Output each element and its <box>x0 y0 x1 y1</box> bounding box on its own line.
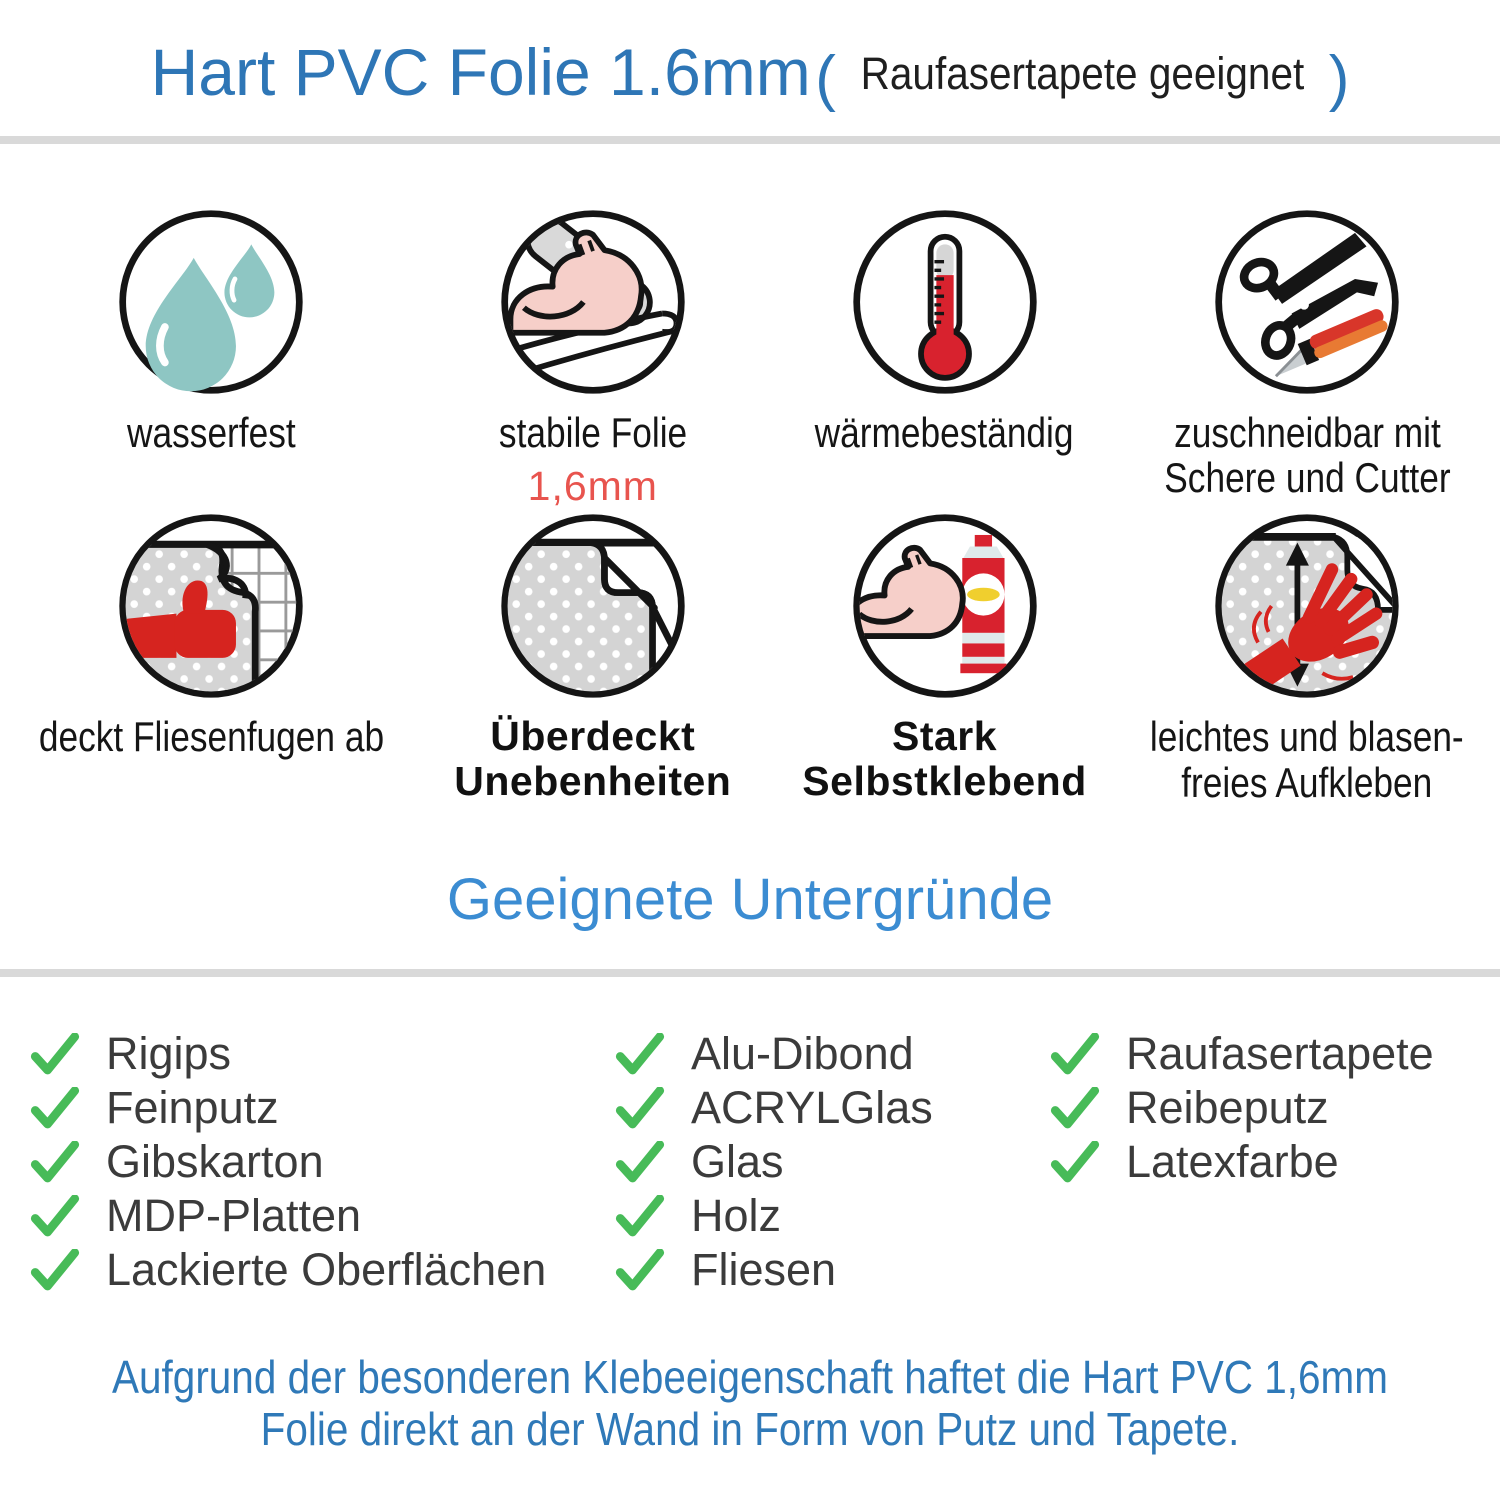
check-icon <box>30 1087 80 1129</box>
list-item: Holz <box>615 1189 1025 1243</box>
check-icon <box>615 1249 665 1291</box>
foil-thickness-note: 1,6mm <box>527 463 658 510</box>
check-icon <box>30 1195 80 1237</box>
hand-smoothing-icon <box>1211 510 1403 702</box>
list-item: ACRYLGlas <box>615 1081 1025 1135</box>
list-item: Rigips <box>30 1027 615 1081</box>
list-item: MDP-Platten <box>30 1189 615 1243</box>
check-icon <box>1050 1141 1100 1183</box>
paren-close: ) <box>1328 44 1350 113</box>
list-item: Glas <box>615 1135 1025 1189</box>
feature-bubble-free <box>1120 510 1494 805</box>
paren-open: ( <box>815 44 836 113</box>
water-drops-icon <box>115 206 307 398</box>
feature-label: stabile Folie <box>498 409 687 456</box>
feature-label: deckt Fliesenfugen ab <box>38 713 385 761</box>
list-item: Lackierte Oberflächen <box>30 1243 615 1297</box>
check-icon <box>30 1033 80 1075</box>
feature-label: wärmebeständig <box>815 409 1074 456</box>
feature-covers-unevenness <box>417 510 769 805</box>
feature-label: Überdeckt Unebenheiten <box>454 713 732 804</box>
feature-strong-adhesive <box>769 510 1121 805</box>
footer-line-1: Aufgrund der besonderen Klebeeigenschaft haftet die Hart PVC 1,6mm <box>112 1351 1388 1404</box>
feature-label: leichtes und blasen- freies Aufkleben <box>1150 713 1465 806</box>
check-icon <box>1050 1033 1100 1075</box>
scissors-cutter-icon <box>1211 206 1403 398</box>
feature-covers-tile-joints <box>6 510 417 805</box>
substrate-column-1 <box>30 1027 615 1297</box>
check-icon <box>615 1087 665 1129</box>
feature-label: Stark Selbstklebend <box>802 713 1087 804</box>
thumb-up-tiles-icon <box>115 510 307 702</box>
strong-foil-icon <box>497 206 689 398</box>
list-item: Raufasertapete <box>1050 1027 1470 1081</box>
feature-stable-foil <box>417 206 769 510</box>
footer-line-2: Folie direkt an der Wand in Form von Putz und Tapete. <box>260 1403 1240 1456</box>
substrate-column-2 <box>615 1027 1025 1297</box>
footer-note <box>0 1351 1500 1455</box>
strong-adhesive-icon <box>849 510 1041 702</box>
page-title <box>0 0 1500 114</box>
check-icon <box>615 1141 665 1183</box>
list-item: Fliesen <box>615 1243 1025 1297</box>
feature-label: wasserfest <box>127 409 296 456</box>
list-item: Feinputz <box>30 1081 615 1135</box>
feature-heat-resistant <box>769 206 1121 510</box>
feature-grid <box>0 206 1500 805</box>
substrate-column-3 <box>1025 1027 1470 1297</box>
substrate-lists <box>30 1027 1470 1297</box>
feature-cuttable <box>1120 206 1494 510</box>
divider-middle <box>0 969 1500 977</box>
list-item: Gibskarton <box>30 1135 615 1189</box>
check-icon <box>30 1141 80 1183</box>
check-icon <box>30 1249 80 1291</box>
list-item: Reibeputz <box>1050 1081 1470 1135</box>
title-main: Hart PVC Folie 1.6mm <box>150 35 811 109</box>
divider-top <box>0 136 1500 144</box>
title-subtitle: Raufasertapete geeignet <box>860 48 1305 99</box>
list-item: Alu-Dibond <box>615 1027 1025 1081</box>
check-icon <box>615 1195 665 1237</box>
feature-label: zuschneidbar mit Schere und Cutter <box>1164 409 1451 502</box>
foil-cover-icon <box>497 510 689 702</box>
feature-waterproof <box>6 206 417 510</box>
section-title: Geeignete Untergründe <box>446 867 1054 933</box>
check-icon <box>1050 1087 1100 1129</box>
check-icon <box>615 1033 665 1075</box>
thermometer-icon <box>849 206 1041 398</box>
list-item: Latexfarbe <box>1050 1135 1470 1189</box>
